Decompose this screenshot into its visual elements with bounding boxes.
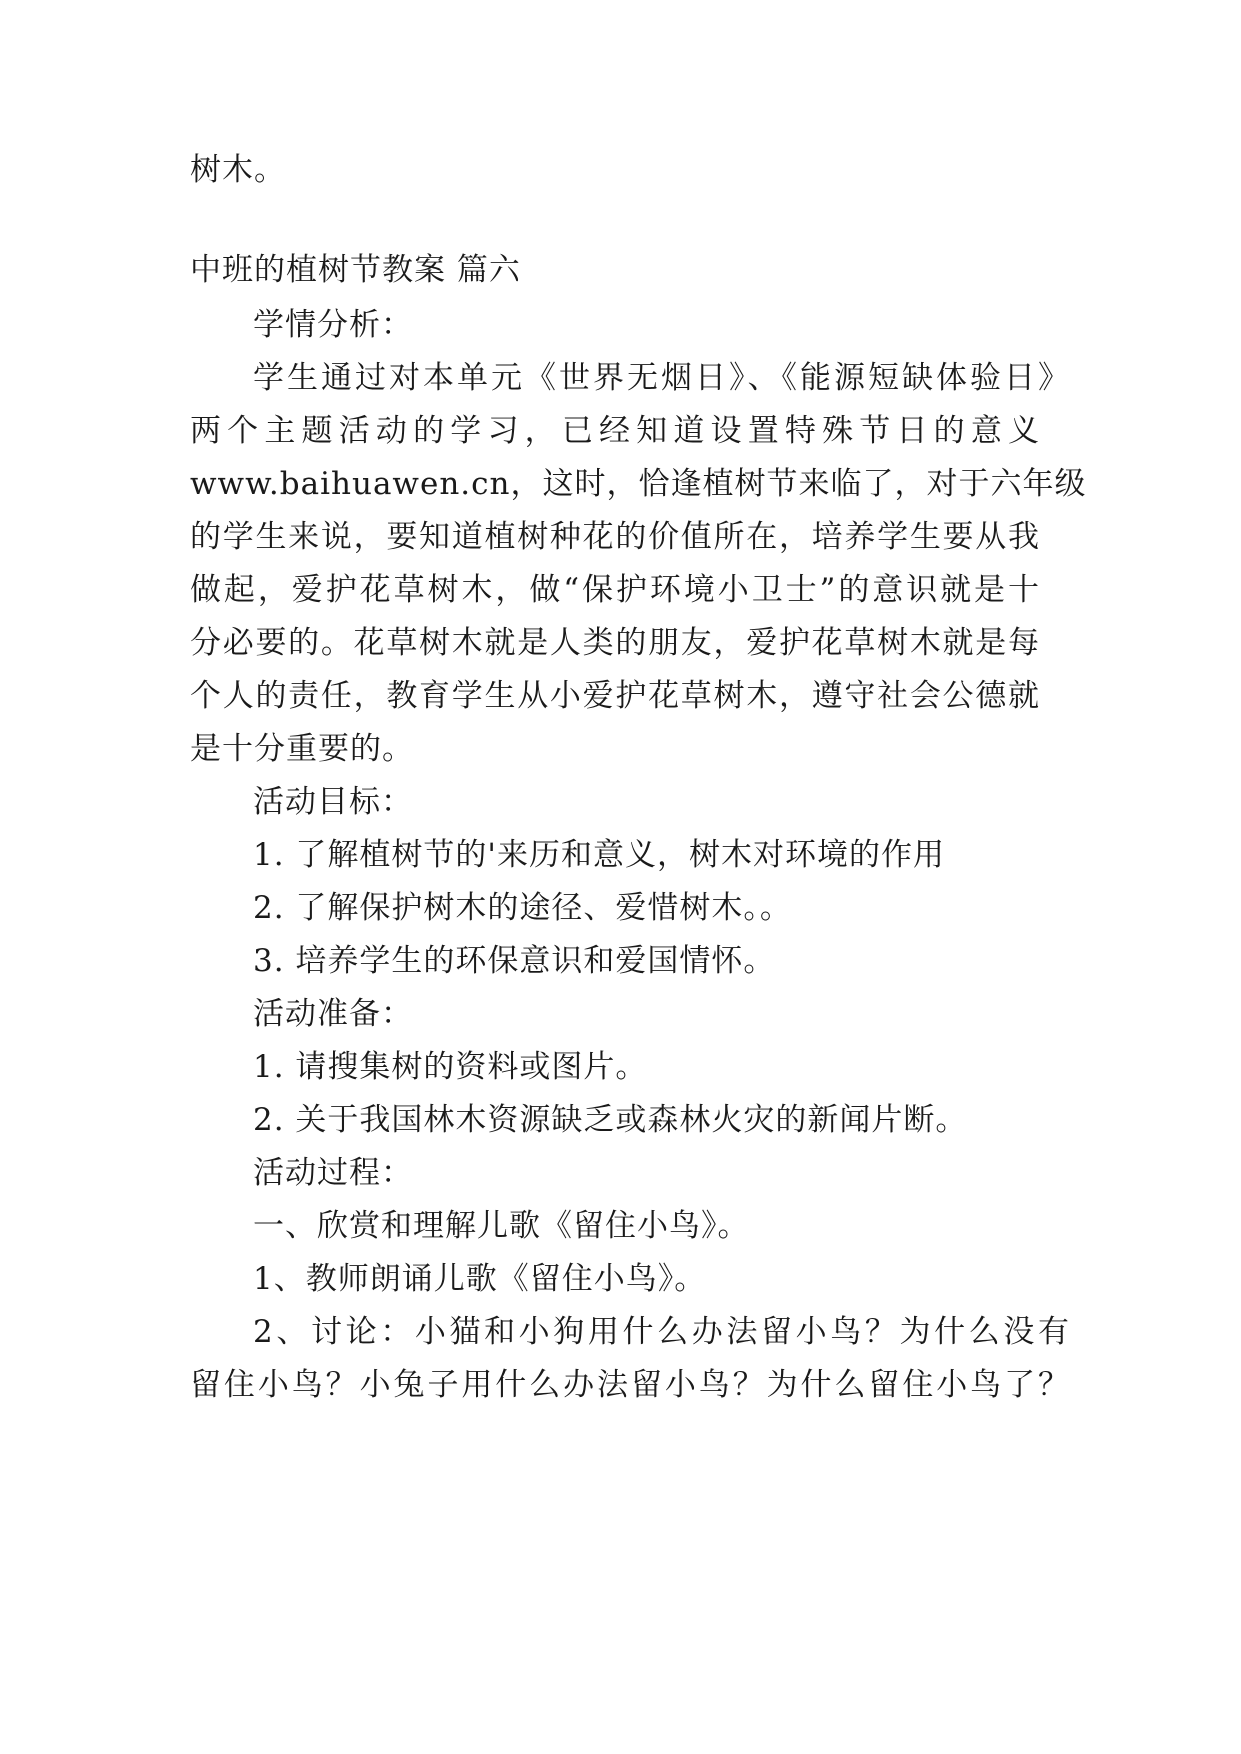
- text-line: 留住小鸟？小兔子用什么办法留小鸟？为什么留住小鸟了？: [190, 1367, 1070, 1403]
- subheading-activity-prep: 活动准备：: [253, 996, 413, 1032]
- text-line: www.baihuawen.cn，这时，恰逢植树节来临了，对于六年级: [190, 466, 1087, 502]
- text-line: 树木。: [190, 152, 286, 188]
- list-item: 2. 关于我国林木资源缺乏或森林火灾的新闻片断。: [253, 1102, 968, 1138]
- subheading-activity-process: 活动过程：: [253, 1155, 413, 1191]
- text-line: 分必要的。花草树木就是人类的朋友，爱护花草树木就是每: [190, 625, 1040, 661]
- list-item: 2. 了解保护树木的途径、爱惜树木。。: [253, 890, 792, 926]
- list-item: 2、讨论：小猫和小狗用什么办法留小鸟？为什么没有: [253, 1314, 1070, 1350]
- list-item: 一、欣赏和理解儿歌《留住小鸟》。: [253, 1208, 750, 1244]
- list-item: 1. 请搜集树的资料或图片。: [253, 1049, 648, 1085]
- section-heading: 中班的植树节教案 篇六: [190, 252, 521, 288]
- list-item: 1. 了解植树节的'来历和意义，树木对环境的作用: [253, 837, 945, 873]
- text-line: 个人的责任，教育学生从小爱护花草树木，遵守社会公德就: [190, 678, 1040, 714]
- text-line: 是十分重要的。: [190, 731, 414, 767]
- text-line: 做起，爱护花草树木，做“保护环境小卫士”的意识就是十: [190, 572, 1040, 608]
- list-item: 1、教师朗诵儿歌《留住小鸟》。: [253, 1261, 707, 1297]
- subheading-learning-analysis: 学情分析：: [253, 307, 413, 343]
- list-item: 3. 培养学生的环保意识和爱国情怀。: [253, 943, 776, 979]
- text-line: 学生通过对本单元《世界无烟日》、《能源短缺体验日》: [253, 360, 1070, 396]
- text-line: 两个主题活动的学习，已经知道设置特殊节日的意义: [190, 413, 1040, 449]
- text-line: 的学生来说，要知道植树种花的价值所在，培养学生要从我: [190, 519, 1040, 555]
- subheading-activity-goals: 活动目标：: [253, 784, 413, 820]
